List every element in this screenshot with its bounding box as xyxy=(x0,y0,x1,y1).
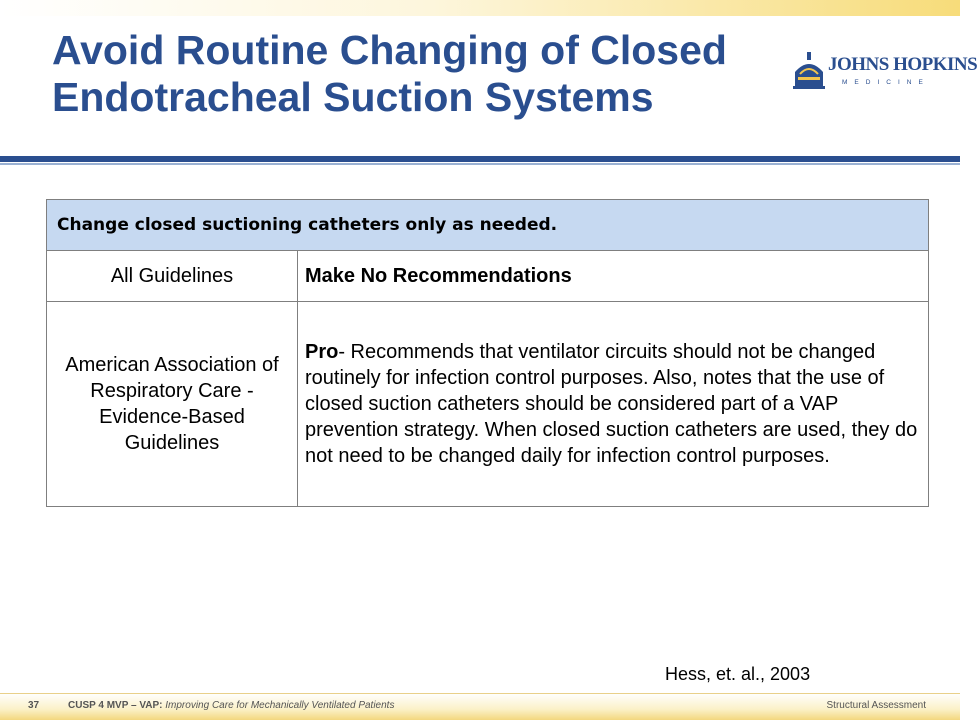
johns-hopkins-logo xyxy=(790,48,977,98)
top-gold-band xyxy=(0,0,960,16)
recommendation-cell: Make No Recommendations xyxy=(298,251,929,302)
dome-icon xyxy=(790,50,828,90)
citation: Hess, et. al., 2003 xyxy=(665,664,811,684)
slide-title xyxy=(52,27,892,121)
logo-wordmark: JOHNS HOPKINS xyxy=(828,54,977,75)
source-text: American Association of Respiratory Care - Evidence-Based Guidelines xyxy=(65,354,279,454)
recommendation-lead: Pro xyxy=(305,341,339,363)
table-row xyxy=(47,251,929,302)
page-number: 37 xyxy=(28,700,40,711)
slide-title-line-2: Endotracheal Suction Systems xyxy=(52,74,654,120)
recommendation-text: - Recommends that ventilator circuits should not be changed routinely for infection control purposes. Also, notes that the use of closed suction catheters should be considered part of a VAP prevention strategy. When closed suction catheters are used, they do not need to be changed daily for infection control purposes. xyxy=(305,341,918,467)
guidelines-table xyxy=(46,199,929,507)
table-row xyxy=(47,302,929,507)
source-cell xyxy=(47,302,298,507)
slide-title-line-1: Avoid Routine Changing of Closed xyxy=(52,27,727,73)
logo-subtitle: MEDICINE xyxy=(842,79,930,86)
title-divider xyxy=(0,156,960,162)
table-header-row xyxy=(47,200,929,251)
footer-divider xyxy=(0,693,960,694)
title-divider-thin xyxy=(0,163,960,165)
recommendation-cell xyxy=(298,302,929,507)
footer-program-name: CUSP 4 MVP – VAP: xyxy=(68,700,163,711)
source-cell: All Guidelines xyxy=(47,251,298,302)
footer-program xyxy=(68,700,394,711)
footer-section-name: Structural Assessment xyxy=(826,700,926,711)
footer-program-subtitle: Improving Care for Mechanically Ventilated Patients xyxy=(165,700,395,711)
table-header: Change closed suctioning catheters only as needed. xyxy=(47,200,929,251)
